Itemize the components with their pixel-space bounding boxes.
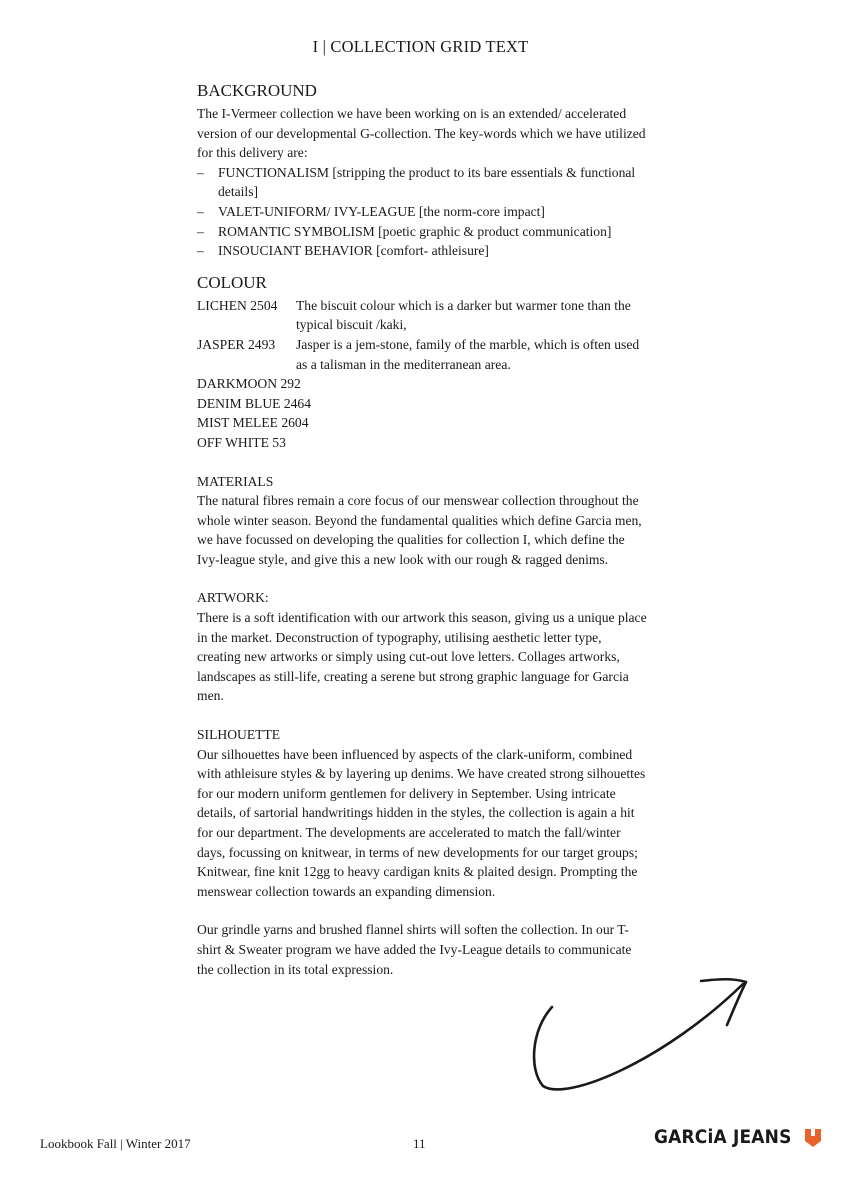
colour-section [197,272,647,453]
keyword-item: – ROMANTIC SYMBOLISM [poetic graphic & product communication] [197,222,647,242]
logo-mark-icon [805,1129,821,1147]
keyword-item: – FUNCTIONALISM [stripping the product to its bare essentials & functional details] [197,163,647,202]
footer-caption: Lookbook Fall | Winter 2017 [40,1136,191,1151]
silhouette-text-2: Our grindle yarns and brushed flannel shirts will soften the collection. In our T-shirt & Sweater program we have added the Ivy-League details to communicate the collection in its total expression. [197,922,632,977]
colour-description: Jasper is a jem-stone, family of the marble, which is often used as a talisman in the mediterranean area. [296,336,640,372]
background-intro: The I-Vermeer collection we have been working on is an extended/ accelerated version of our developmental G-collection. The key-words which we have utilized for this delivery are: [197,106,646,161]
artwork-heading: ARTWORK: [197,590,269,606]
silhouette-section [197,725,647,979]
background-heading: BACKGROUND [197,81,317,100]
keyword-list [197,163,647,261]
hand-drawn-arrow-icon [525,968,755,1098]
keyword-item: – VALET-UNIFORM/ IVY-LEAGUE [the norm-core impact] [197,202,647,222]
materials-text: The natural fibres remain a core focus of our menswear collection throughout the whole winter season. Beyond the fundamental qualities which define Garcia men, we have focussed on developing the qualities for collection I, which define the Ivy-league style, and give this a new look with our rough & ragged denims. [197,493,642,567]
background-section [197,80,647,261]
colour-name: JASPER 2493 [197,336,276,352]
logo-text: GARCiA JEANS [654,1127,792,1148]
colour-heading: COLOUR [197,272,267,292]
artwork-section [197,588,647,706]
silhouette-heading: SILHOUETTE [197,727,281,743]
page-title: I | COLLECTION GRID TEXT [312,37,529,56]
colour-name: DENIM BLUE 2464 [197,395,312,411]
content-column [197,80,647,979]
page-number: 11 [413,1136,426,1151]
colour-name: MIST MELEE 2604 [197,415,309,431]
colour-name: DARKMOON 292 [197,376,301,392]
colour-name: OFF WHITE 53 [197,434,286,450]
colour-name: LICHEN 2504 [197,297,278,313]
artwork-text: There is a soft identification with our artwork this season, giving us a unique place in the market. Deconstruction of typography, utilising aesthetic letter type, creating new artworks or simply using cut-out love letters. Collages artworks, landscapes as still-life, creating a serene but strong graphic language for Garcia men. [197,610,647,704]
materials-heading: MATERIALS [197,473,274,489]
garcia-jeans-logo [654,1127,821,1148]
colour-table [197,296,647,374]
materials-section [197,472,647,570]
keyword-item: – INSOUCIANT BEHAVIOR [comfort- athleisure] [197,241,647,261]
silhouette-text: Our silhouettes have been influenced by aspects of the clark-uniform, combined with athleisure styles & by layering up denims. We have created strong silhouettes for our modern uniform gentlemen for delivery in September. Using intricate details, of sartorial handwritings hidden in the styles, the collection is again a hit for our department. The developments are accelerated to match the fall/winter days, focussing on knitwear, in terms of new developments for our target groups; Knitwear, fine knit 12gg to heavy cardigan knits & plaited design. Prompting the menswear collection towards an expanding dimension. [197,746,646,899]
colour-description: The biscuit colour which is a darker but warmer tone than the typical biscuit /kaki, [296,297,631,333]
